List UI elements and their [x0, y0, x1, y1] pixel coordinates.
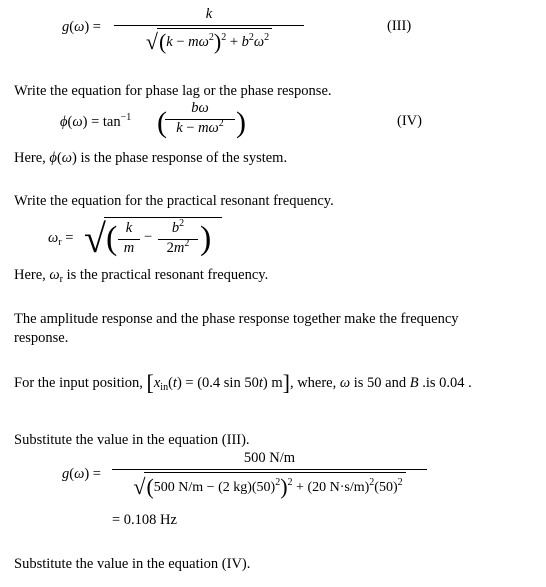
input-equation: [$x_{in}(t) = (0.4$ sin 50t) m]	[146, 370, 290, 395]
eq4-tag: (IV)	[397, 113, 422, 129]
text-here-phi: Here, ϕ(ω) is the phase response of the system.	[14, 150, 288, 166]
equation-iii	[62, 5, 482, 55]
text-phase-lag: Write the equation for phase lag or the phase response.	[14, 83, 332, 99]
text-here-omega-post: is the practical resonant frequency.	[66, 267, 269, 283]
text-amplitude-phase: The amplitude response and the phase response together make the frequency	[14, 311, 459, 327]
text-here-omega-pre: Here,	[14, 267, 46, 283]
equation-substituted-iii	[62, 449, 482, 539]
omega-r-symbol: ω	[49, 267, 60, 283]
text-input-omega: ω	[339, 375, 351, 391]
text-input-b: B	[409, 375, 419, 391]
text-substitute-3: Substitute the value in the equation (III).	[14, 432, 250, 448]
text-input-is50: is 50 and	[353, 375, 407, 391]
eq3-lhs: g(ω) =	[62, 19, 101, 35]
eq-sub3-fraction	[112, 449, 427, 502]
eq-sub3-lhs: g(ω) =	[62, 466, 101, 482]
eq-sub3-fraction-bar	[112, 469, 427, 470]
equation-iv	[60, 100, 460, 146]
eq-sub3-denominator: √(500 N/m − (2 $kg)(50)^2)^2 + (20$ $N\cdot s/m)^2(50)^2$	[112, 472, 427, 502]
eq3-denominator: $√(k - m\omega^2)^2 + b^2\omega^2$	[114, 28, 304, 55]
eq-resonant-term1: k m	[118, 220, 140, 257]
eq-sub3-result: = 0.108 Hz	[112, 512, 177, 528]
phi-symbol: ϕ	[49, 150, 57, 166]
text-here-phi-post: is the phase response of the system.	[80, 150, 288, 166]
text-input-where: , where,	[289, 375, 337, 391]
eq4-denominator: $k - m\omega^2$	[176, 118, 224, 136]
text-here-phi-pre: Here,	[14, 150, 46, 166]
eq4-lhs: $\phi(\omega) = \tan^{-1}$	[60, 112, 132, 130]
equation-resonant: $\omega_r$ = √ ( k m − $b^2$ $2m^2$ )	[48, 213, 248, 265]
text-input-is004: .is 0.04 .	[422, 375, 472, 391]
text-practical-resonant: Write the equation for the practical resonant frequency.	[14, 193, 334, 209]
eq4-numerator: bω	[191, 100, 209, 116]
eq3-numerator: k	[205, 6, 213, 22]
text-input-position	[14, 370, 472, 396]
eq4-fraction: ( bω $k - m\omega^2$ )	[157, 100, 246, 139]
eq3-fraction-bar	[114, 25, 304, 26]
text-response: response.	[14, 330, 69, 346]
text-here-omega: Here, $\omega_r$ is the practical resonant frequency.	[14, 267, 269, 285]
text-substitute-4: Substitute the value in the equation (IV).	[14, 556, 251, 572]
eq3-fraction	[114, 5, 304, 55]
text-input-pre: For the input position,	[14, 375, 143, 391]
eq-sub3-numerator: 500 N/m	[243, 450, 296, 466]
eq-resonant-minus: −	[144, 229, 153, 245]
eq-resonant-term2: $b^2$ $2m^2$	[158, 220, 198, 257]
eq-resonant-lhs: $\omega_r$ =	[48, 230, 74, 248]
eq3-tag: (III)	[387, 18, 412, 34]
